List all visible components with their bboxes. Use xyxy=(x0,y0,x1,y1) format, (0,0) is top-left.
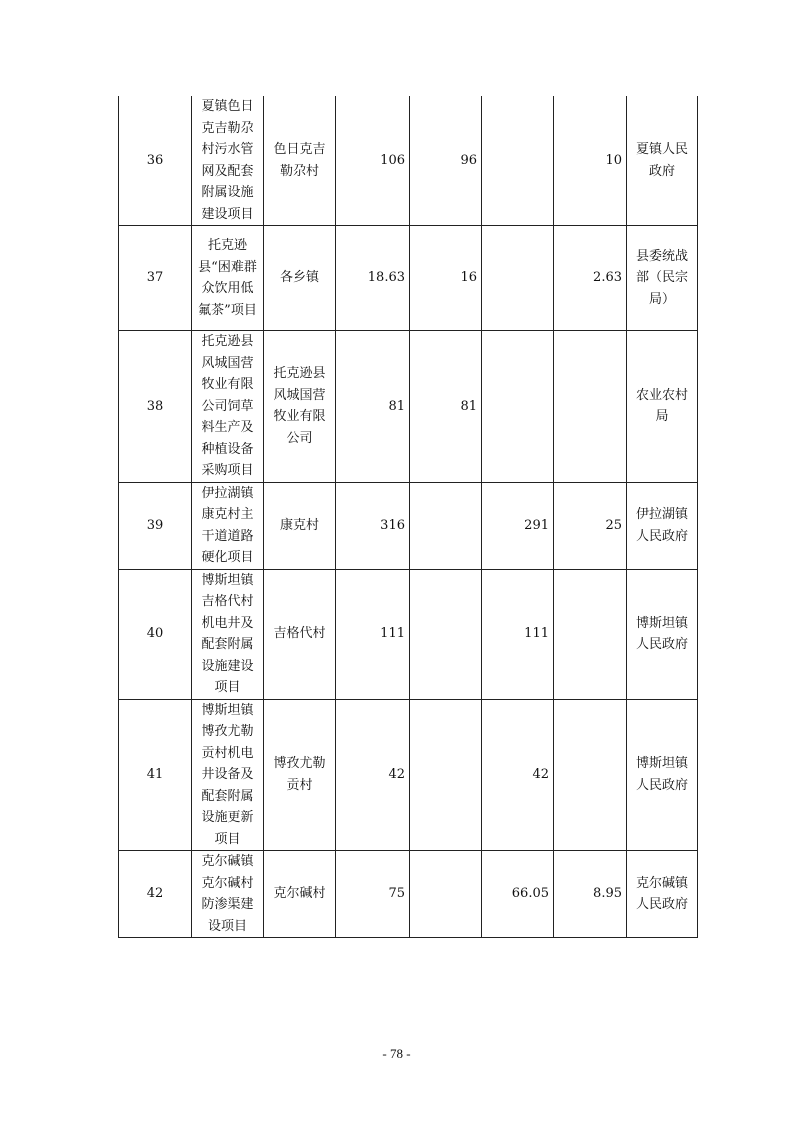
row-number: 39 xyxy=(119,482,192,569)
row-number: 42 xyxy=(119,851,192,938)
amount-col-b: 42 xyxy=(482,699,554,851)
row-number: 36 xyxy=(119,96,192,226)
project-name: 托克逊县风城国营牧业有限公司饲草料生产及种植设备采购项目 xyxy=(192,331,264,483)
project-name: 博斯坦镇博孜尤勒贡村机电井设备及配套附属设施更新项目 xyxy=(192,699,264,851)
amount-col-a xyxy=(410,482,482,569)
project-name: 托克逊县“困难群众饮用低氟茶”项目 xyxy=(192,226,264,331)
row-number: 40 xyxy=(119,569,192,699)
amount-col-a: 16 xyxy=(410,226,482,331)
amount-col-a xyxy=(410,851,482,938)
project-name: 伊拉湖镇康克村主干道道路硬化项目 xyxy=(192,482,264,569)
amount-col-c: 8.95 xyxy=(554,851,627,938)
project-name: 克尔碱镇克尔碱村防渗渠建设项目 xyxy=(192,851,264,938)
amount-col-c xyxy=(554,699,627,851)
total-amount: 42 xyxy=(336,699,410,851)
table-row xyxy=(119,96,698,226)
amount-col-c xyxy=(554,569,627,699)
total-amount: 106 xyxy=(336,96,410,226)
row-number: 37 xyxy=(119,226,192,331)
amount-col-b xyxy=(482,226,554,331)
total-amount: 81 xyxy=(336,331,410,483)
row-number: 38 xyxy=(119,331,192,483)
amount-col-b xyxy=(482,96,554,226)
project-location: 康克村 xyxy=(264,482,336,569)
amount-col-b: 291 xyxy=(482,482,554,569)
total-amount: 111 xyxy=(336,569,410,699)
amount-col-a: 96 xyxy=(410,96,482,226)
amount-col-c: 10 xyxy=(554,96,627,226)
table-row xyxy=(119,569,698,699)
project-location: 博孜尤勒贡村 xyxy=(264,699,336,851)
table-row xyxy=(119,699,698,851)
amount-col-c: 25 xyxy=(554,482,627,569)
table-row xyxy=(119,331,698,483)
project-location: 克尔碱村 xyxy=(264,851,336,938)
table-row xyxy=(119,482,698,569)
project-location: 吉格代村 xyxy=(264,569,336,699)
table-row xyxy=(119,851,698,938)
amount-col-a: 81 xyxy=(410,331,482,483)
project-name: 博斯坦镇吉格代村机电井及配套附属设施建设项目 xyxy=(192,569,264,699)
responsible-unit: 农业农村局 xyxy=(627,331,698,483)
total-amount: 316 xyxy=(336,482,410,569)
amount-col-b: 66.05 xyxy=(482,851,554,938)
amount-col-a xyxy=(410,569,482,699)
responsible-unit: 夏镇人民政府 xyxy=(627,96,698,226)
amount-col-c: 2.63 xyxy=(554,226,627,331)
responsible-unit: 博斯坦镇人民政府 xyxy=(627,569,698,699)
row-number: 41 xyxy=(119,699,192,851)
responsible-unit: 伊拉湖镇人民政府 xyxy=(627,482,698,569)
responsible-unit: 克尔碱镇人民政府 xyxy=(627,851,698,938)
amount-col-a xyxy=(410,699,482,851)
responsible-unit: 博斯坦镇人民政府 xyxy=(627,699,698,851)
project-name: 夏镇色日克吉勒尕村污水管网及配套附属设施建设项目 xyxy=(192,96,264,226)
project-location: 托克逊县风城国营牧业有限公司 xyxy=(264,331,336,483)
amount-col-b: 111 xyxy=(482,569,554,699)
page-number: - 78 - xyxy=(382,1046,411,1061)
amount-col-c xyxy=(554,331,627,483)
project-location: 色日克吉勒尕村 xyxy=(264,96,336,226)
total-amount: 18.63 xyxy=(336,226,410,331)
project-location: 各乡镇 xyxy=(264,226,336,331)
total-amount: 75 xyxy=(336,851,410,938)
project-table xyxy=(118,96,698,938)
table-row xyxy=(119,226,698,331)
amount-col-b xyxy=(482,331,554,483)
responsible-unit: 县委统战部（民宗局） xyxy=(627,226,698,331)
